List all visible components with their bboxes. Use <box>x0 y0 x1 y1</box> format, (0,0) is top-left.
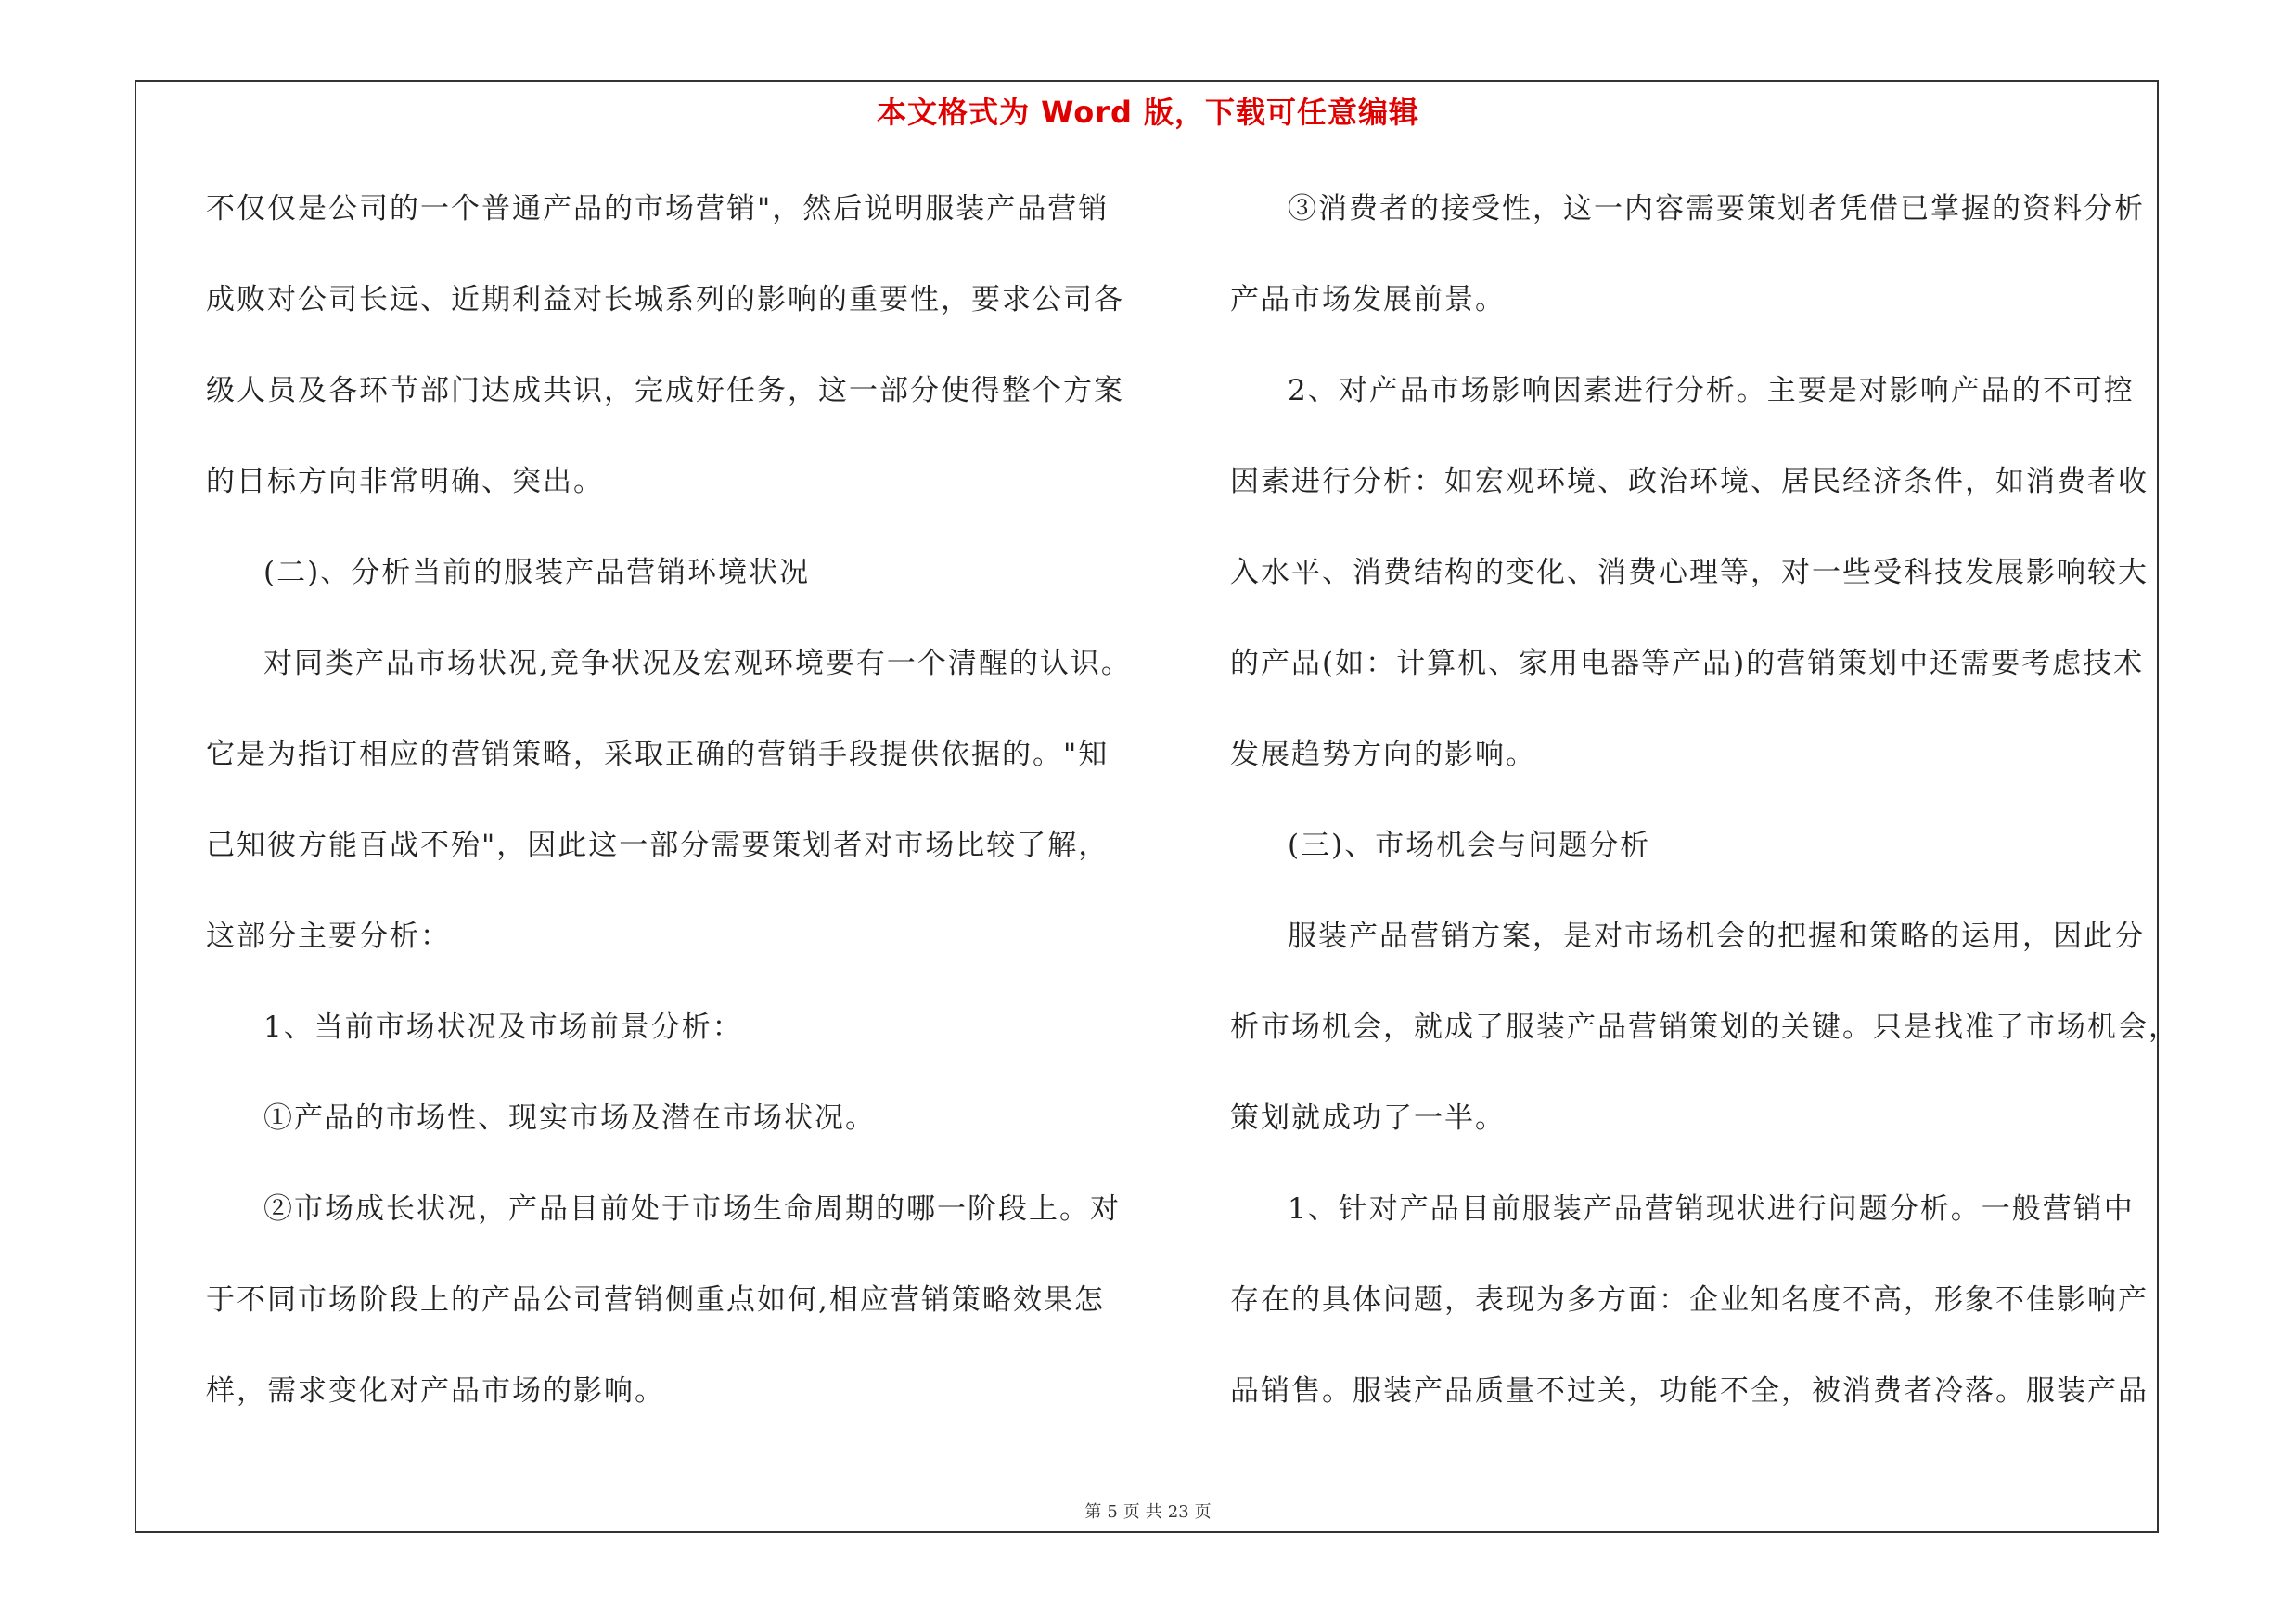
paragraph-line: 存在的具体问题，表现为多方面：企业知名度不高，形象不佳影响产 <box>1230 1283 2148 1317</box>
paragraph-line: 入水平、消费结构的变化、消费心理等，对一些受科技发展影响较大 <box>1230 556 2148 589</box>
subsection-heading: 1、针对产品目前服装产品营销现状进行问题分析。一般营销中 <box>1288 1192 2135 1226</box>
list-item: ③消费者的接受性，这一内容需要策划者凭借已掌握的资料分析 <box>1288 192 2145 225</box>
current-page-number: 5 <box>1107 1502 1118 1522</box>
footer-suffix: 页 <box>1194 1502 1212 1522</box>
footer-total-word: 共 <box>1145 1502 1162 1522</box>
page-footer <box>0 1499 2296 1523</box>
paragraph-line: 样，需求变化对产品市场的影响。 <box>206 1374 665 1408</box>
paragraph-line: 级人员及各环节部门达成共识，完成好任务，这一部分使得整个方案 <box>206 374 1124 407</box>
paragraph-line: 品销售。服装产品质量不过关，功能不全，被消费者冷落。服装产品 <box>1230 1374 2148 1408</box>
list-item: ②市场成长状况，产品目前处于市场生命周期的哪一阶段上。对 <box>263 1192 1121 1226</box>
subsection-heading: 1、当前市场状况及市场前景分析： <box>263 1011 743 1044</box>
paragraph-line: 的产品(如：计算机、家用电器等产品)的营销策划中还需要考虑技术 <box>1230 647 2145 680</box>
footer-prefix: 第 <box>1084 1502 1102 1522</box>
left-column <box>206 186 1134 1459</box>
paragraph-line: 己知彼方能百战不殆"，因此这一部分需要策划者对市场比较了解， <box>206 829 1110 862</box>
paragraph-line: 这部分主要分析： <box>206 920 451 953</box>
section-heading: (三)、市场机会与问题分析 <box>1288 829 1651 862</box>
section-heading: (二)、分析当前的服装产品营销环境状况 <box>263 556 811 589</box>
footer-page-word: 页 <box>1122 1502 1140 1522</box>
paragraph-line: 的目标方向非常明确、突出。 <box>206 465 604 498</box>
paragraph-line: 析市场机会，就成了服装产品营销策划的关键。只是找准了市场机会， <box>1230 1011 2179 1044</box>
list-item: ①产品的市场性、现实市场及潜在市场状况。 <box>263 1101 876 1135</box>
right-column <box>1230 186 2179 1459</box>
paragraph-line: 产品市场发展前景。 <box>1230 283 1506 316</box>
paragraph-line: 于不同市场阶段上的产品公司营销侧重点如何,相应营销策略效果怎 <box>206 1283 1105 1317</box>
paragraph-line: 不仅仅是公司的一个普通产品的市场营销"，然后说明服装产品营销 <box>206 192 1110 225</box>
subsection-heading: 2、对产品市场影响因素进行分析。主要是对影响产品的不可控 <box>1288 374 2135 407</box>
paragraph-line: 因素进行分析：如宏观环境、政治环境、居民经济条件，如消费者收 <box>1230 465 2148 498</box>
paragraph-line: 成败对公司长远、近期利益对长城系列的影响的重要性，要求公司各 <box>206 283 1124 316</box>
paragraph-line: 策划就成功了一半。 <box>1230 1101 1506 1135</box>
paragraph-line: 服装产品营销方案，是对市场机会的把握和策略的运用，因此分 <box>1288 920 2145 953</box>
paragraph-line: 对同类产品市场状况,竞争状况及宏观环境要有一个清醒的认识。 <box>263 647 1132 680</box>
paragraph-line: 发展趋势方向的影响。 <box>1230 738 1536 771</box>
format-banner: 本文格式为 Word 版，下载可任意编辑 <box>876 95 1420 130</box>
total-page-number: 23 <box>1167 1502 1189 1522</box>
paragraph-line: 它是为指订相应的营销策略，采取正确的营销手段提供依据的。"知 <box>206 738 1110 771</box>
